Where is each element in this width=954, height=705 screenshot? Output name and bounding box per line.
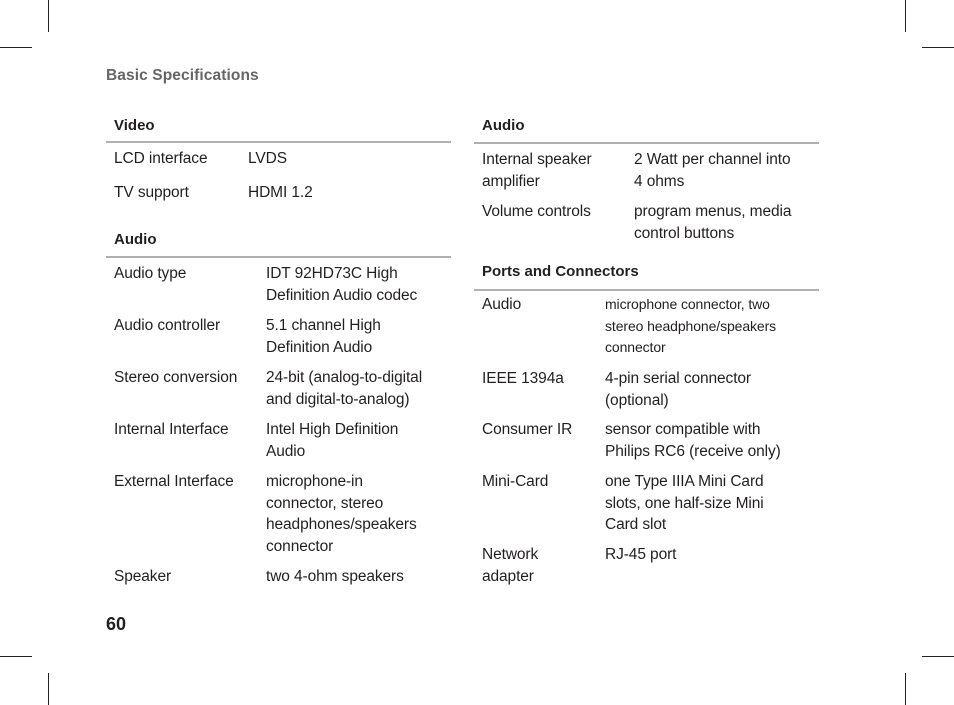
- spec-value: sensor compatible with Philips RC6 (receive only): [605, 421, 781, 460]
- spec-label: Audio controller: [114, 317, 221, 334]
- section-rule: [106, 256, 451, 258]
- spec-value: IDT 92HD73C High Definition Audio codec: [266, 265, 418, 304]
- spec-row: [474, 419, 819, 471]
- spec-value: 2 Watt per channel into 4 ohms: [634, 151, 791, 190]
- spec-value: two 4-ohm speakers: [266, 568, 404, 585]
- crop-mark: [905, 673, 906, 705]
- spec-label: Audio type: [114, 265, 187, 282]
- spec-label: LCD interface: [114, 150, 208, 167]
- spec-value: 5.1 channel High Definition Audio: [266, 317, 381, 356]
- crop-mark: [48, 673, 49, 705]
- spec-label: Mini-Card: [482, 473, 549, 490]
- spec-label: Network adapter: [482, 546, 539, 585]
- spec-value: RJ-45 port: [605, 546, 677, 563]
- spec-value: Intel High Definition Audio: [266, 421, 399, 460]
- section-title: Video: [114, 117, 155, 134]
- running-header: Basic Specifications: [106, 67, 259, 84]
- spec-value: HDMI 1.2: [248, 184, 313, 201]
- spec-label: Stereo conversion: [114, 369, 238, 386]
- spec-row: [474, 201, 819, 253]
- section-rule: [474, 289, 819, 291]
- crop-mark: [922, 656, 954, 657]
- spec-value: one Type IIIA Mini Card slots, one half-size Mini Card slot: [605, 473, 764, 533]
- spec-label: TV support: [114, 184, 189, 201]
- spec-label: External Interface: [114, 473, 234, 490]
- spec-row: [474, 368, 819, 419]
- crop-mark: [905, 0, 906, 32]
- spec-value: LVDS: [248, 150, 287, 167]
- spec-label: Internal Interface: [114, 421, 229, 438]
- section-rule: [474, 142, 819, 144]
- spec-row: [106, 148, 451, 182]
- video-section: [106, 115, 451, 216]
- page-number: 60: [106, 614, 127, 634]
- crop-mark: [922, 47, 954, 48]
- spec-row: [106, 263, 451, 315]
- crop-mark: [0, 47, 32, 48]
- spec-label: IEEE 1394a: [482, 370, 564, 387]
- spec-value: microphone connector, two stereo headphone/speakers connector: [605, 296, 777, 355]
- spec-label: Speaker: [114, 568, 172, 585]
- spec-label: Internal speaker amplifier: [482, 151, 592, 190]
- spec-row: [106, 419, 451, 471]
- spec-row: [474, 544, 819, 590]
- spec-label: Audio: [482, 296, 522, 313]
- spec-row: [106, 182, 451, 216]
- crop-mark: [0, 656, 32, 657]
- spec-value: 24-bit (analog-to-digital and digital-to-analog): [266, 369, 423, 408]
- spec-value: microphone-in connector, stereo headphones/speakers connector: [266, 473, 417, 555]
- spec-row: [106, 566, 451, 590]
- spec-label: Volume controls: [482, 203, 591, 220]
- audio-section-right: [474, 115, 819, 253]
- section-title: Audio: [114, 231, 157, 248]
- spec-row: [106, 315, 451, 367]
- crop-mark: [48, 0, 49, 32]
- spec-row: [474, 471, 819, 544]
- spec-row: [106, 367, 451, 419]
- spec-row: [106, 471, 451, 566]
- section-title: Ports and Connectors: [482, 263, 639, 280]
- audio-section-left: [106, 229, 451, 590]
- ports-section: [474, 261, 819, 590]
- spec-value: 4-pin serial connector (optional): [605, 370, 751, 409]
- spec-value: program menus, media control buttons: [634, 203, 792, 242]
- spec-label: Consumer IR: [482, 421, 573, 438]
- spec-row: [474, 294, 819, 368]
- section-rule: [106, 141, 451, 143]
- spec-row: [474, 149, 819, 201]
- section-title: Audio: [482, 117, 525, 134]
